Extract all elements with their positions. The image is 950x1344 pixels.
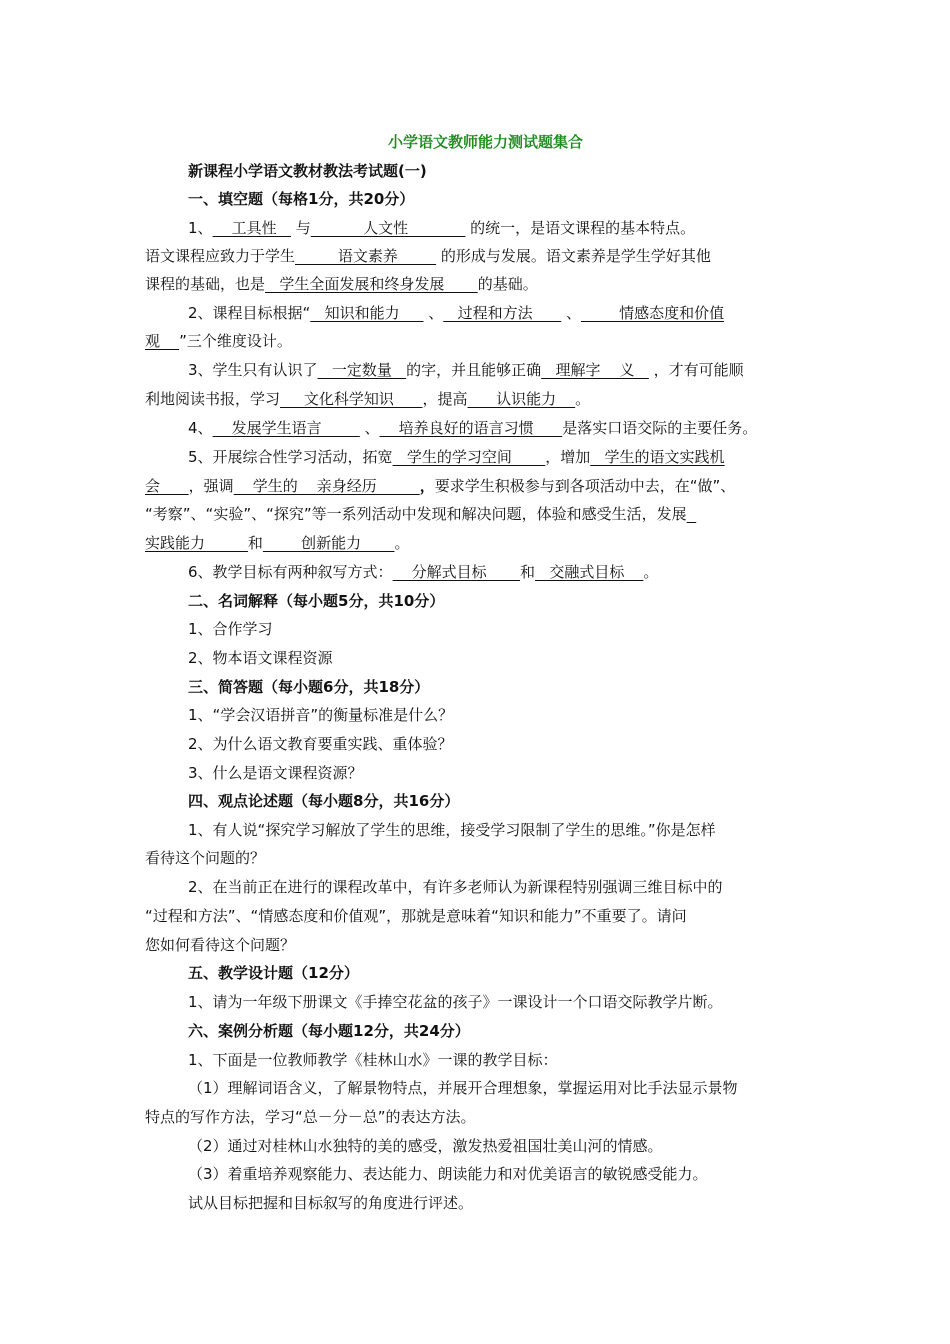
- text-line: [188, 302, 724, 324]
- text-segment: 四、观点论述题（每小题8分，共16分）: [188, 792, 460, 810]
- text-segment: 5、开展综合性学习活动，拓宽: [188, 448, 393, 466]
- answer-blank: 一定数量: [317, 361, 407, 379]
- text-line: [145, 847, 265, 869]
- answer-blank: 学生的学习空间: [392, 448, 546, 466]
- text-segment: 和: [247, 534, 263, 552]
- answer-blank: 学生全面发展和终身发展: [265, 275, 478, 293]
- text-segment: ，强调: [188, 477, 234, 495]
- answer-blank: 学生的 亲身经历: [233, 477, 420, 495]
- text-line: [188, 561, 658, 583]
- text-segment: 的基础。: [477, 275, 538, 293]
- text-line: [188, 417, 757, 439]
- text-line: [188, 1163, 708, 1185]
- text-line: [145, 532, 409, 554]
- text-segment: 。: [575, 390, 591, 408]
- text-segment: 、: [423, 304, 444, 322]
- text-line: [188, 876, 723, 898]
- answer-blank: 过程和方法: [443, 304, 562, 322]
- text-segment: （1）理解词语含义，了解景物特点，并展开合理想象，掌握运用对比手法显示景物: [188, 1079, 738, 1097]
- text-segment: 1、下面是一位教师教学《桂林山水》一课的教学目标：: [188, 1051, 558, 1069]
- answer-blank: 交融式目标: [535, 563, 644, 581]
- text-line: [188, 446, 725, 468]
- text-line: [145, 1106, 476, 1128]
- section-heading: [188, 590, 444, 612]
- text-segment: ，才有可能顺: [648, 361, 744, 379]
- text-segment: ”三个维度设计。: [179, 332, 292, 350]
- answer-blank: 创新能力: [262, 534, 395, 552]
- text-line: [188, 217, 695, 239]
- section-heading: [188, 790, 459, 812]
- text-segment: 的统一，是语文课程的基本特点。: [465, 219, 696, 237]
- text-segment: 小学语文教师能力测试题集合: [388, 133, 584, 151]
- text-line: [188, 733, 453, 755]
- answer-blank: 分解式目标: [392, 563, 520, 581]
- answer-blank: 会: [145, 477, 189, 495]
- section-heading: [188, 188, 414, 210]
- text-segment: 是落实口语交际的主要任务。: [562, 419, 758, 437]
- text-segment: 、: [359, 419, 380, 437]
- answer-blank: 发展学生语言: [212, 419, 360, 437]
- text-line: [188, 359, 744, 381]
- text-segment: ，: [419, 477, 435, 495]
- text-segment: 6、教学目标有两种叙写方式：: [188, 563, 393, 581]
- text-segment: 六、案例分析题（每小题12分，共24分）: [188, 1022, 470, 1040]
- text-segment: 的字，并且能够正确: [406, 361, 542, 379]
- text-line: [145, 330, 292, 352]
- text-segment: 课程的基础，也是: [145, 275, 266, 293]
- text-segment: “过程和方法”、“情感态度和价值观”，那就是意味着“知识和能力”不重要了。请问: [145, 907, 687, 925]
- text-line: [145, 905, 687, 927]
- text-segment: 2、物本语文课程资源: [188, 649, 333, 667]
- text-segment: （2）通过对桂林山水独特的美的感受，激发热爱祖国壮美山河的情感。: [188, 1137, 663, 1155]
- answer-blank: 知识和能力: [310, 304, 424, 322]
- text-segment: 二、名词解释（每小题5分，共10分）: [188, 592, 445, 610]
- answer-blank: 人文性: [310, 219, 466, 237]
- answer-blank: 情感态度和价值: [580, 304, 725, 322]
- answer-blank: 培养良好的语言习惯: [379, 419, 563, 437]
- text-segment: 五、教学设计题（12分）: [188, 964, 359, 982]
- text-segment: 1、请为一年级下册课文《手捧空花盆的孩子》一课设计一个口语交际教学片断。: [188, 993, 723, 1011]
- text-line: [145, 245, 711, 267]
- text-line: [188, 819, 716, 841]
- document-title: [388, 131, 583, 153]
- answer-blank: 观: [145, 332, 180, 350]
- text-line: [188, 704, 453, 726]
- text-segment: ，提高: [422, 390, 468, 408]
- text-segment: 3、学生只有认识了: [188, 361, 318, 379]
- text-line: [188, 618, 273, 640]
- text-line: [188, 1135, 663, 1157]
- text-segment: 、: [561, 304, 581, 322]
- text-segment: 4、: [188, 419, 213, 437]
- text-line: [145, 503, 696, 525]
- text-segment: 3、什么是语文课程资源？: [188, 764, 363, 782]
- text-segment: 1、“学会汉语拼音”的衡量标准是什么？: [188, 706, 454, 724]
- text-segment: “考察”、“实验”、“探究”等一系列活动中发现和解决问题，体验和感受生活，发展: [145, 505, 687, 523]
- text-segment: （3）着重培养观察能力、表达能力、朗读能力和对优美语言的敏锐感受能力。: [188, 1165, 708, 1183]
- text-line: [145, 934, 295, 956]
- answer-blank: 实践能力: [145, 534, 248, 552]
- text-segment: 2、课程目标根据“: [188, 304, 311, 322]
- text-segment: 您如何看待这个问题？: [145, 936, 296, 954]
- text-segment: 要求学生积极参与到各项活动中去，在“做”、: [434, 477, 736, 495]
- text-segment: ，增加: [545, 448, 591, 466]
- text-line: [145, 388, 590, 410]
- text-line: [188, 1077, 738, 1099]
- text-segment: 语文课程应致力于学生: [145, 247, 296, 265]
- text-line: [145, 475, 735, 497]
- answer-blank: [687, 505, 697, 523]
- answer-blank: 工具性: [212, 219, 291, 237]
- text-segment: 利地阅读书报，学习: [145, 390, 281, 408]
- text-segment: 一、填空题（每格1分，共20分）: [188, 190, 415, 208]
- text-segment: 1、合作学习: [188, 620, 273, 638]
- text-line: [188, 647, 333, 669]
- text-line: [188, 762, 363, 784]
- text-segment: 新课程小学语文教材教法考试题(一): [188, 162, 427, 180]
- answer-blank: 认识能力: [467, 390, 576, 408]
- answer-blank: 理解字 义: [541, 361, 649, 379]
- section-heading: [188, 676, 429, 698]
- text-line: [188, 1192, 473, 1214]
- text-segment: 。: [643, 563, 659, 581]
- text-segment: 1、: [188, 219, 213, 237]
- answer-blank: 语文素养: [295, 247, 437, 265]
- text-segment: 试从目标把握和目标叙写的角度进行评述。: [188, 1194, 474, 1212]
- text-segment: 三、简答题（每小题6分，共18分）: [188, 678, 430, 696]
- answer-blank: 文化科学知识: [280, 390, 423, 408]
- text-segment: 1、有人说“探究学习解放了学生的思维，接受学习限制了学生的思维。”你是怎样: [188, 821, 716, 839]
- text-line: [188, 1049, 558, 1071]
- text-segment: 2、在当前正在进行的课程改革中，有许多老师认为新课程特别强调三维目标中的: [188, 878, 723, 896]
- section-heading: [188, 1020, 470, 1042]
- section-heading: [188, 962, 359, 984]
- text-segment: 看待这个问题的？: [145, 849, 266, 867]
- text-segment: 2、为什么语文教育要重实践、重体验？: [188, 735, 453, 753]
- answer-blank: 学生的语文实践机: [590, 448, 725, 466]
- text-line: [188, 991, 723, 1013]
- text-line: [145, 273, 538, 295]
- section-heading: [188, 160, 427, 182]
- text-segment: 。: [394, 534, 410, 552]
- text-segment: 和: [520, 563, 536, 581]
- text-segment: 特点的写作方法，学习“总－分－总”的表达方法。: [145, 1108, 476, 1126]
- text-segment: 与: [290, 219, 311, 237]
- text-segment: 的形成与发展。语文素养是学生学好其他: [436, 247, 711, 265]
